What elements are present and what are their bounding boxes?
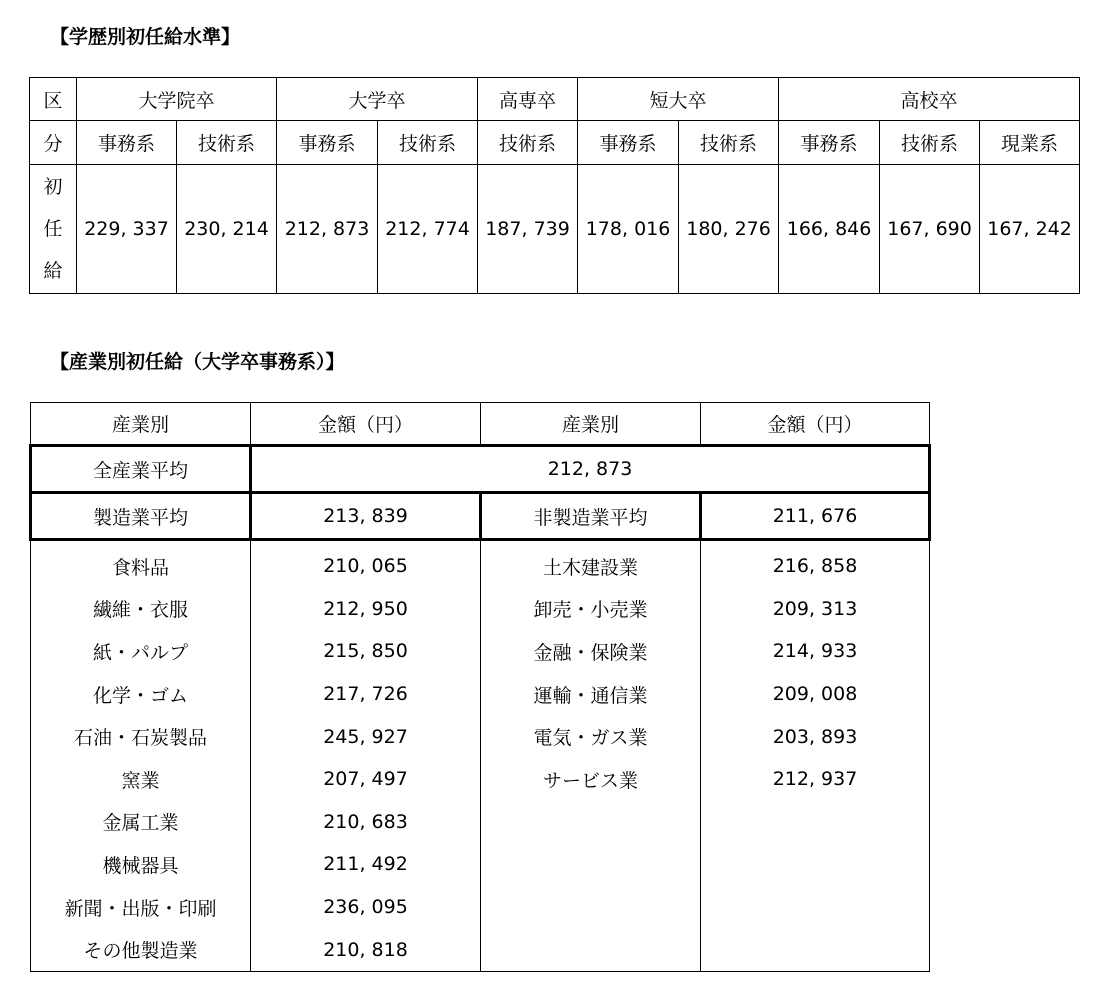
edu-subheader: 現業系 [980,121,1080,165]
edu-rowhead-shoninkyu [30,165,77,294]
industry-name: 機械器具 [31,843,251,886]
edu-value: 167, 242 [980,165,1080,294]
industry-row [31,758,930,801]
industry-amount: 215, 850 [251,630,481,673]
industry-name: 運輸・通信業 [481,673,701,716]
all-industry-label: 全産業平均 [31,446,251,493]
industry-amount [701,843,930,886]
industry-name: 新聞・出版・印刷 [31,886,251,929]
industry-row [31,801,930,844]
industry-row [31,588,930,631]
industry-amount [701,886,930,929]
industry-name: サービス業 [481,758,701,801]
industry-row [31,843,930,886]
edu-value: 229, 337 [77,165,177,294]
industry-amount: 210, 683 [251,801,481,844]
mfg-average-value: 213, 839 [251,493,481,540]
edu-subheader: 技術系 [478,121,578,165]
rowhead-char: 給 [43,260,63,282]
rowhead-char: 初 [43,176,63,198]
edu-value: 230, 214 [177,165,277,294]
edu-value: 178, 016 [578,165,679,294]
industry-name: その他製造業 [31,928,251,971]
edu-subheader: 技術系 [378,121,478,165]
ind-header-industry: 産業別 [481,403,701,446]
industry-amount: 207, 497 [251,758,481,801]
industry-name: 石油・石炭製品 [31,715,251,758]
edu-value: 166, 846 [779,165,880,294]
industry-name: 窯業 [31,758,251,801]
edu-group-header: 大学卒 [277,78,478,121]
ind-header-row [31,403,930,446]
industry-row [31,715,930,758]
industry-name [481,886,701,929]
industry-row [31,886,930,929]
industry-amount [701,801,930,844]
edu-value: 212, 774 [378,165,478,294]
edu-subheader: 技術系 [679,121,779,165]
industry-amount: 216, 858 [701,540,930,588]
industry-amount: 209, 008 [701,673,930,716]
industry-name [481,928,701,971]
education-section-title: 【学歴別初任給水準】 [50,26,241,48]
edu-value: 187, 739 [478,165,578,294]
industry-name [481,843,701,886]
industry-amount: 245, 927 [251,715,481,758]
edu-value: 167, 690 [880,165,980,294]
all-industry-average-row [31,446,930,493]
industry-name: 土木建設業 [481,540,701,588]
industry-amount: 209, 313 [701,588,930,631]
industry-amount: 212, 950 [251,588,481,631]
industry-amount: 210, 818 [251,928,481,971]
edu-group-header: 高専卒 [478,78,578,121]
industry-name [481,801,701,844]
edu-group-header: 短大卒 [578,78,779,121]
edu-value: 180, 276 [679,165,779,294]
edu-group-header: 大学院卒 [77,78,277,121]
industry-name: 繊維・衣服 [31,588,251,631]
industry-amount: 210, 065 [251,540,481,588]
industry-amount: 211, 492 [251,843,481,886]
all-industry-value: 212, 873 [251,446,930,493]
industry-amount: 236, 095 [251,886,481,929]
ind-header-amount: 金額（円） [701,403,930,446]
industry-name: 金属工業 [31,801,251,844]
industry-name: 食料品 [31,540,251,588]
edu-subheader: 技術系 [880,121,980,165]
industry-name: 電気・ガス業 [481,715,701,758]
industry-amount [701,928,930,971]
mfg-average-row [31,493,930,540]
edu-subheader-row [30,121,1080,165]
industry-row [31,630,930,673]
industry-amount: 203, 893 [701,715,930,758]
nonmfg-average-label: 非製造業平均 [481,493,701,540]
ind-header-industry: 産業別 [31,403,251,446]
industry-amount: 217, 726 [251,673,481,716]
edu-value-row [30,165,1080,294]
edu-rowhead-bun: 分 [30,121,77,165]
edu-subheader: 事務系 [779,121,880,165]
ind-header-amount: 金額（円） [251,403,481,446]
industry-amount: 214, 933 [701,630,930,673]
industry-row [31,928,930,971]
edu-subheader: 事務系 [77,121,177,165]
industry-name: 卸売・小売業 [481,588,701,631]
industry-name: 金融・保険業 [481,630,701,673]
edu-subheader: 事務系 [578,121,679,165]
edu-rowhead-ku: 区 [30,78,77,121]
industry-amount: 212, 937 [701,758,930,801]
edu-subheader: 技術系 [177,121,277,165]
nonmfg-average-value: 211, 676 [701,493,930,540]
edu-group-header-row [30,78,1080,121]
industry-row [31,673,930,716]
edu-subheader: 事務系 [277,121,378,165]
education-salary-table [29,77,1080,294]
edu-value: 212, 873 [277,165,378,294]
industry-row [31,540,930,588]
industry-salary-table [29,402,931,972]
industry-name: 紙・パルプ [31,630,251,673]
edu-group-header: 高校卒 [779,78,1080,121]
industry-name: 化学・ゴム [31,673,251,716]
mfg-average-label: 製造業平均 [31,493,251,540]
industry-section-title: 【産業別初任給（大学卒事務系）】 [50,351,345,373]
rowhead-char: 任 [43,218,63,240]
